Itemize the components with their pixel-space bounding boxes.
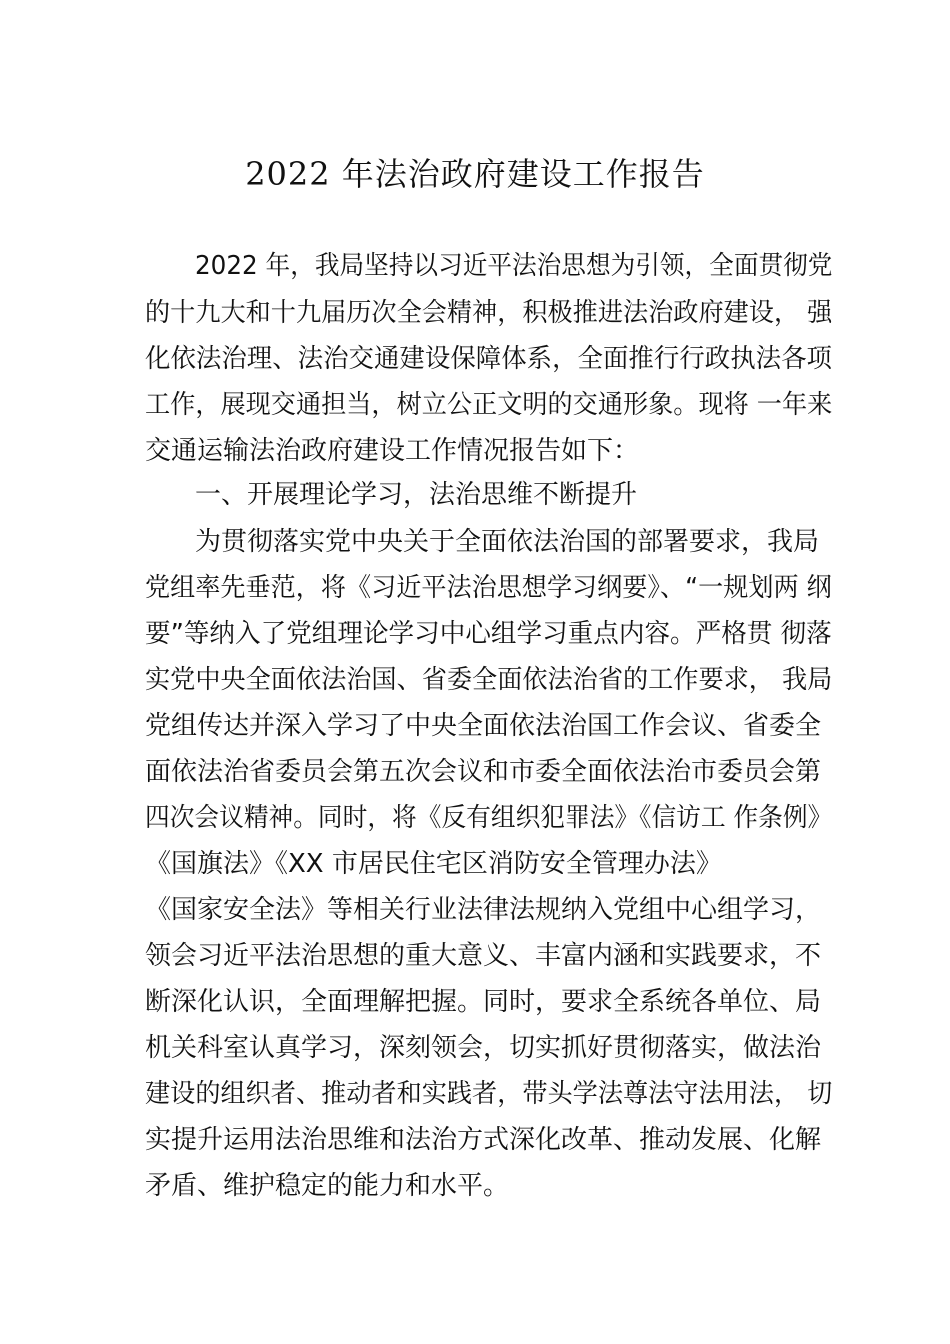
paragraph-2-line-6: 面依法治省委员会第五次会议和市委全面依法治市委员会第 — [145, 757, 822, 787]
document-title: 2022 年法治政府建设工作报告 — [245, 155, 705, 193]
paragraph-2-line-7: 四次会议精神。同时，将《反有组织犯罪法》《信访工 作条例》 — [145, 803, 833, 833]
paragraph-1-line-1: 2022 年，我局坚持以习近平法治思想为引领，全面贯彻党 — [195, 251, 833, 281]
paragraph-2-line-11: 断深化认识，全面理解把握。同时，要求全系统各单位、局 — [145, 987, 822, 1017]
paragraph-1-line-4: 工作，展现交通担当，树立公正文明的交通形象。现将 一年来 — [145, 390, 833, 420]
paragraph-1-line-5: 交通运输法治政府建设工作情况报告如下： — [145, 436, 640, 466]
paragraph-2-line-12: 机关科室认真学习，深刻领会，切实抓好贯彻落实，做法治 — [145, 1033, 822, 1063]
paragraph-2-line-8: 《国旗法》《XX 市居民住宅区消防安全管理办法》 — [145, 849, 722, 879]
paragraph-2-line-5: 党组传达并深入学习了中央全面依法治国工作会议、省委全 — [145, 711, 822, 741]
paragraph-2-line-2: 党组率先垂范，将《习近平法治思想学习纲要》、“一规划两 纲 — [145, 573, 832, 603]
paragraph-2-line-9: 《国家安全法》等相关行业法律法规纳入党组中心组学习， — [145, 895, 822, 925]
paragraph-2-line-4: 实党中央全面依法治国、省委全面依法治省的工作要求， 我局 — [145, 665, 833, 695]
paragraph-2-line-13: 建设的组织者、推动者和实践者，带头学法尊法守法用法， 切 — [145, 1079, 833, 1109]
paragraph-1-line-3: 化依法治理、法治交通建设保障体系，全面推行行政执法各项 — [145, 344, 832, 374]
paragraph-2-line-15: 矛盾、维护稳定的能力和水平。 — [145, 1171, 510, 1201]
paragraph-2-line-14: 实提升运用法治思维和法治方式深化改革、推动发展、化解 — [145, 1125, 822, 1155]
section-heading-1: 一、开展理论学习，法治思维不断提升 — [195, 480, 638, 510]
paragraph-1-line-2: 的十九大和十九届历次全会精神，积极推进法治政府建设， 强 — [145, 298, 833, 328]
paragraph-2-line-3: 要”等纳入了党组理论学习中心组学习重点内容。严格贯 彻落 — [145, 619, 832, 649]
paragraph-2-line-10: 领会习近平法治思想的重大意义、丰富内涵和实践要求，不 — [145, 941, 822, 971]
paragraph-2-line-1: 为贯彻落实党中央关于全面依法治国的部署要求，我局 — [195, 527, 820, 557]
